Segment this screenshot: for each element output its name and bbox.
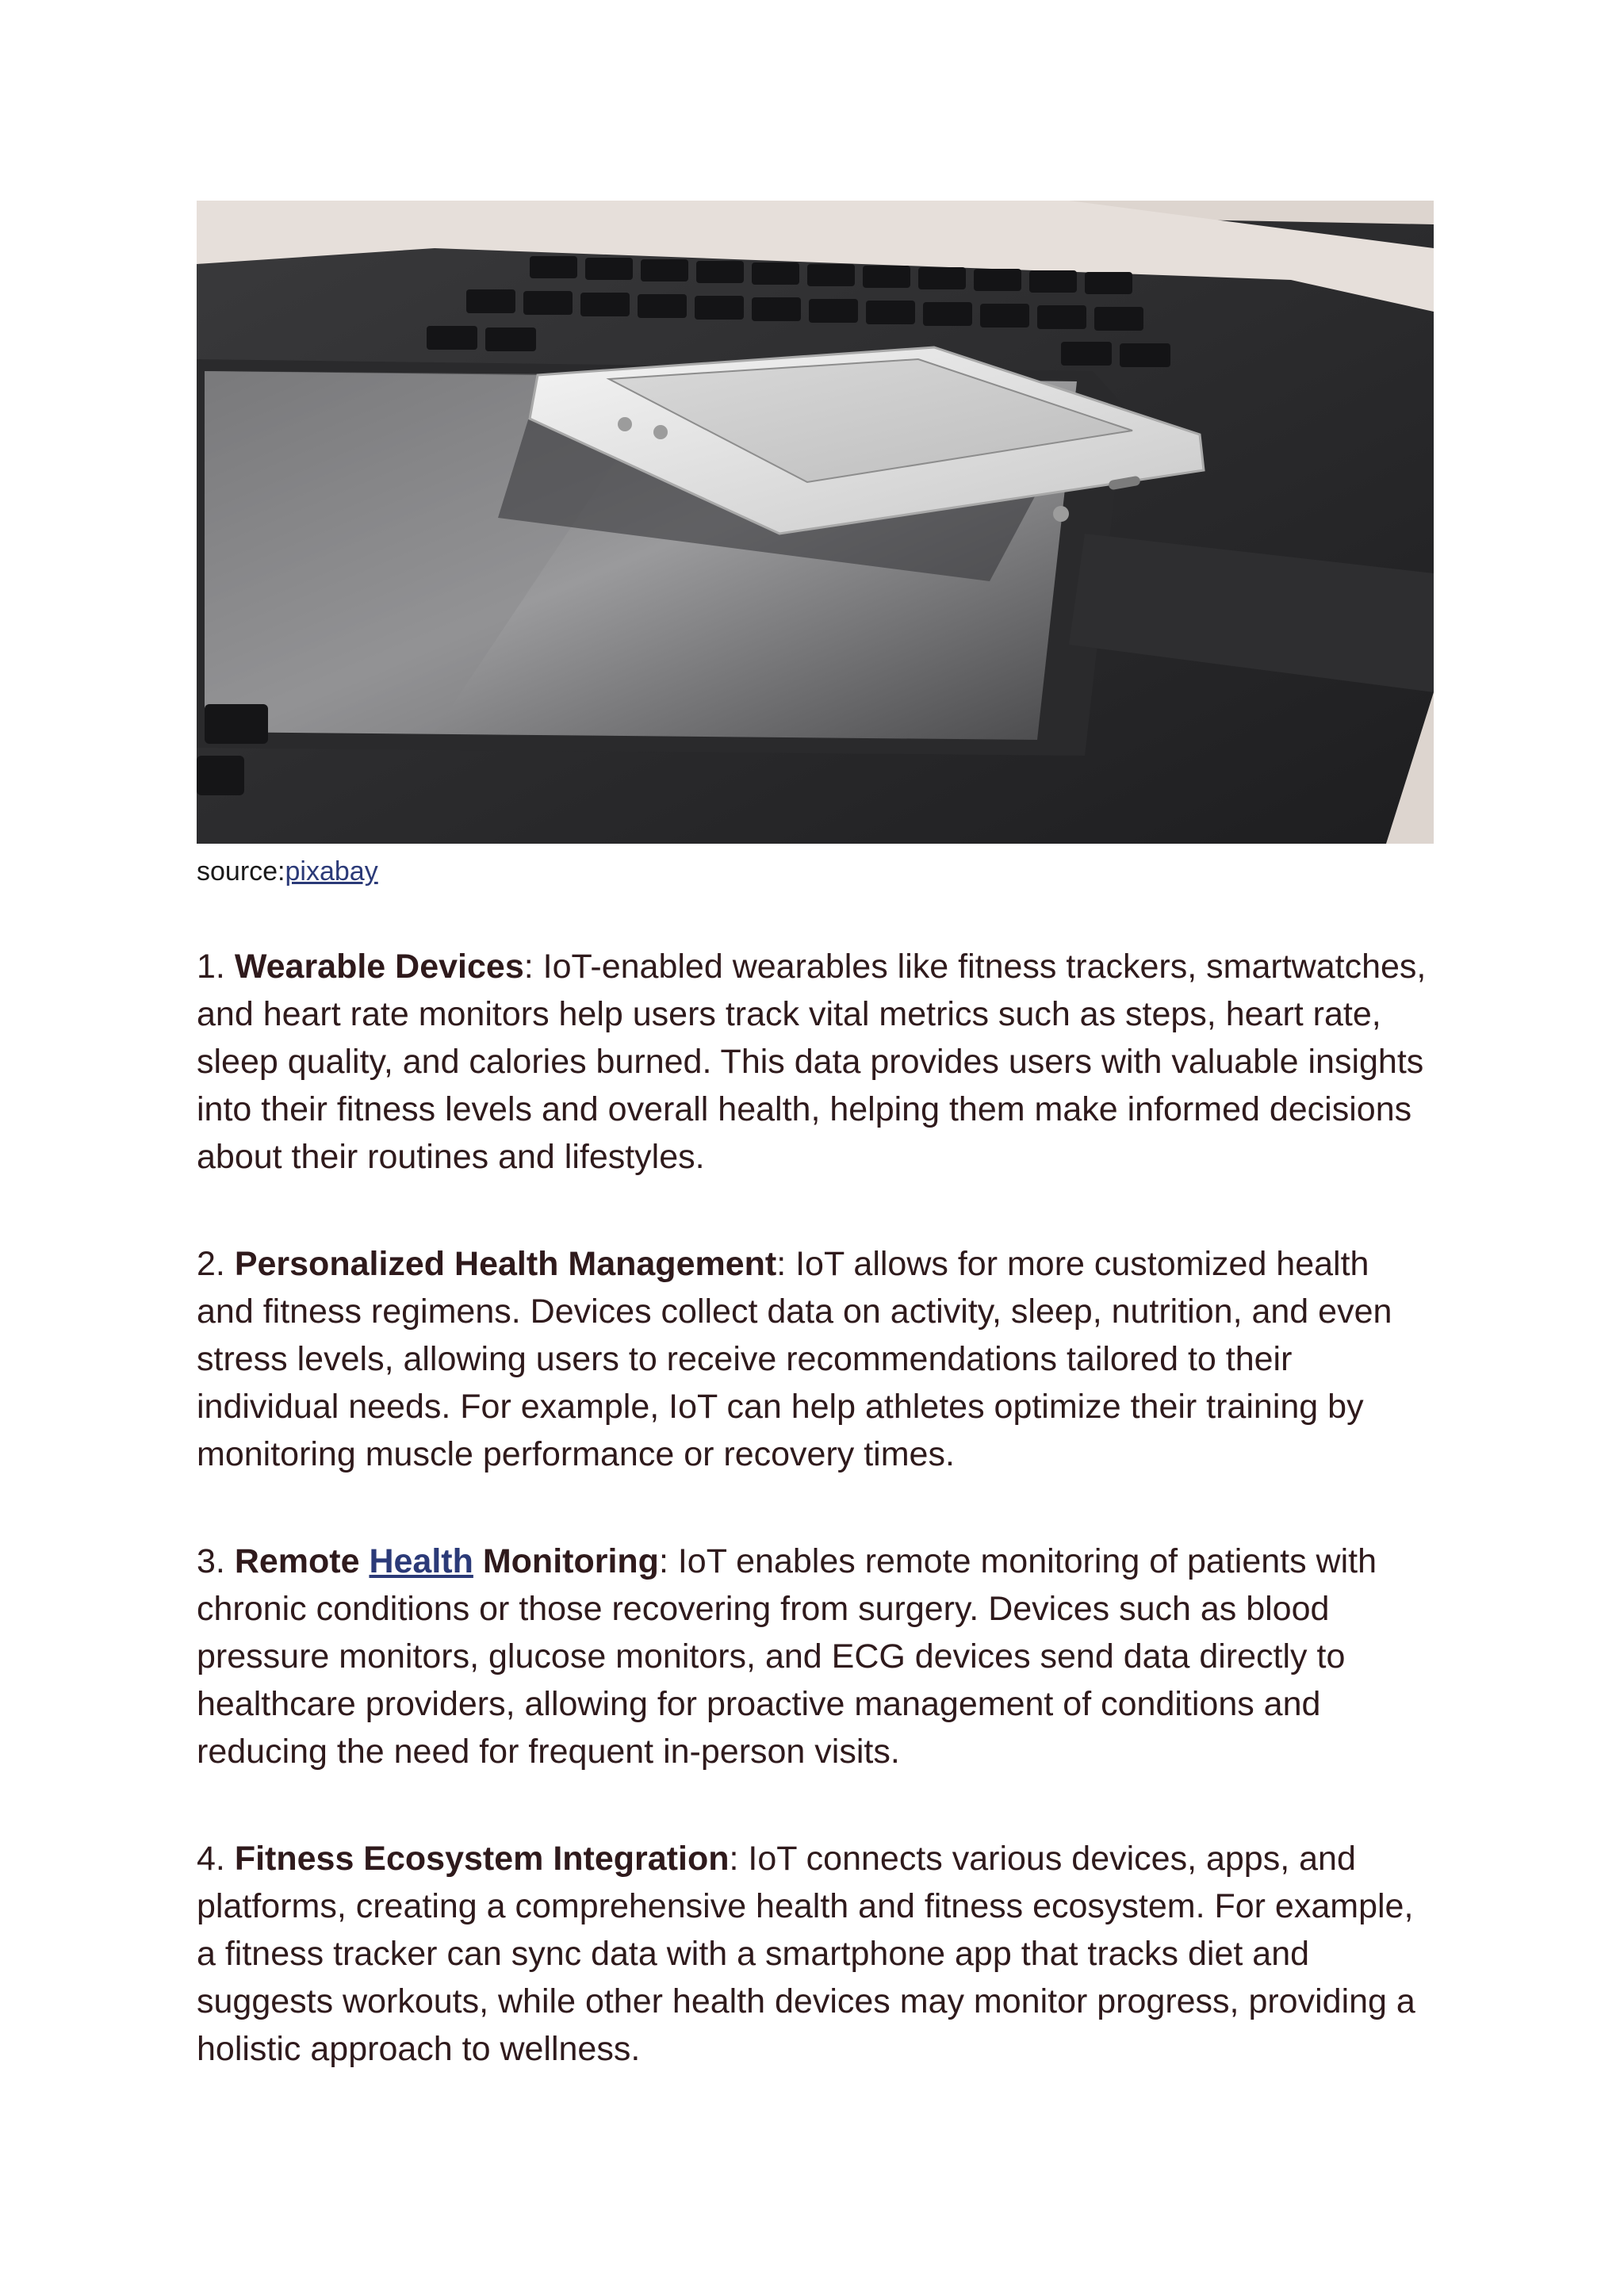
item-number: 4. bbox=[197, 1840, 235, 1878]
list-item-wearable-devices bbox=[197, 943, 1434, 1181]
item-title-before: Remote bbox=[234, 1542, 370, 1580]
item-number: 2. bbox=[197, 1245, 235, 1283]
list-item-fitness-ecosystem-integration bbox=[197, 1835, 1434, 2073]
list-item-personalized-health-management bbox=[197, 1240, 1434, 1478]
item-number: 1. bbox=[197, 948, 235, 986]
item-text: : IoT-enabled wearables like fitness trackers, smartwatches, and heart rate monitors help users track vital metrics such as steps, heart rate, sleep quality, and calories burned. This data provides users with valuable insights into their fitness levels and overall health, helping them make informed decisions about their routines and lifestyles. bbox=[197, 948, 1427, 1176]
benefits-list bbox=[197, 943, 1434, 2073]
item-title: Personalized Health Management bbox=[234, 1245, 777, 1283]
item-title: Wearable Devices bbox=[234, 948, 524, 986]
item-text: : IoT enables remote monitoring of patients with chronic conditions or those recovering from surgery. Devices such as blood pressure monitors, glucose monitors, and ECG devices send data directly to healthcare providers, allowing for proactive management of conditions and reducing the need for frequent in-person visits. bbox=[197, 1542, 1377, 1771]
item-title-after: Monitoring bbox=[473, 1542, 659, 1580]
list-item-remote-health-monitoring bbox=[197, 1538, 1434, 1775]
devices-illustration bbox=[197, 201, 1434, 844]
item-text: : IoT allows for more customized health and fitness regimens. Devices collect data on activity, sleep, nutrition, and even stress levels, allowing users to receive recommendations tailored to their individual needs. For example, IoT can help athletes optimize their training by monitoring muscle performance or recovery times. bbox=[197, 1245, 1392, 1473]
item-number: 3. bbox=[197, 1542, 235, 1580]
article-photo bbox=[197, 201, 1434, 844]
caption-source-link[interactable]: pixabay bbox=[285, 856, 378, 887]
image-caption bbox=[197, 856, 1434, 887]
item-title: Fitness Ecosystem Integration bbox=[234, 1840, 730, 1878]
article-page bbox=[197, 201, 1434, 2132]
health-link[interactable]: Health bbox=[369, 1542, 473, 1580]
item-text: : IoT connects various devices, apps, and platforms, creating a comprehensive health and fitness ecosystem. For example, a fitness tracker can sync data with a smartphone app that tracks diet and suggests workouts, while other health devices may monitor progress, providing a holistic approach to wellness. bbox=[197, 1840, 1415, 2068]
caption-prefix: source: bbox=[197, 856, 285, 887]
